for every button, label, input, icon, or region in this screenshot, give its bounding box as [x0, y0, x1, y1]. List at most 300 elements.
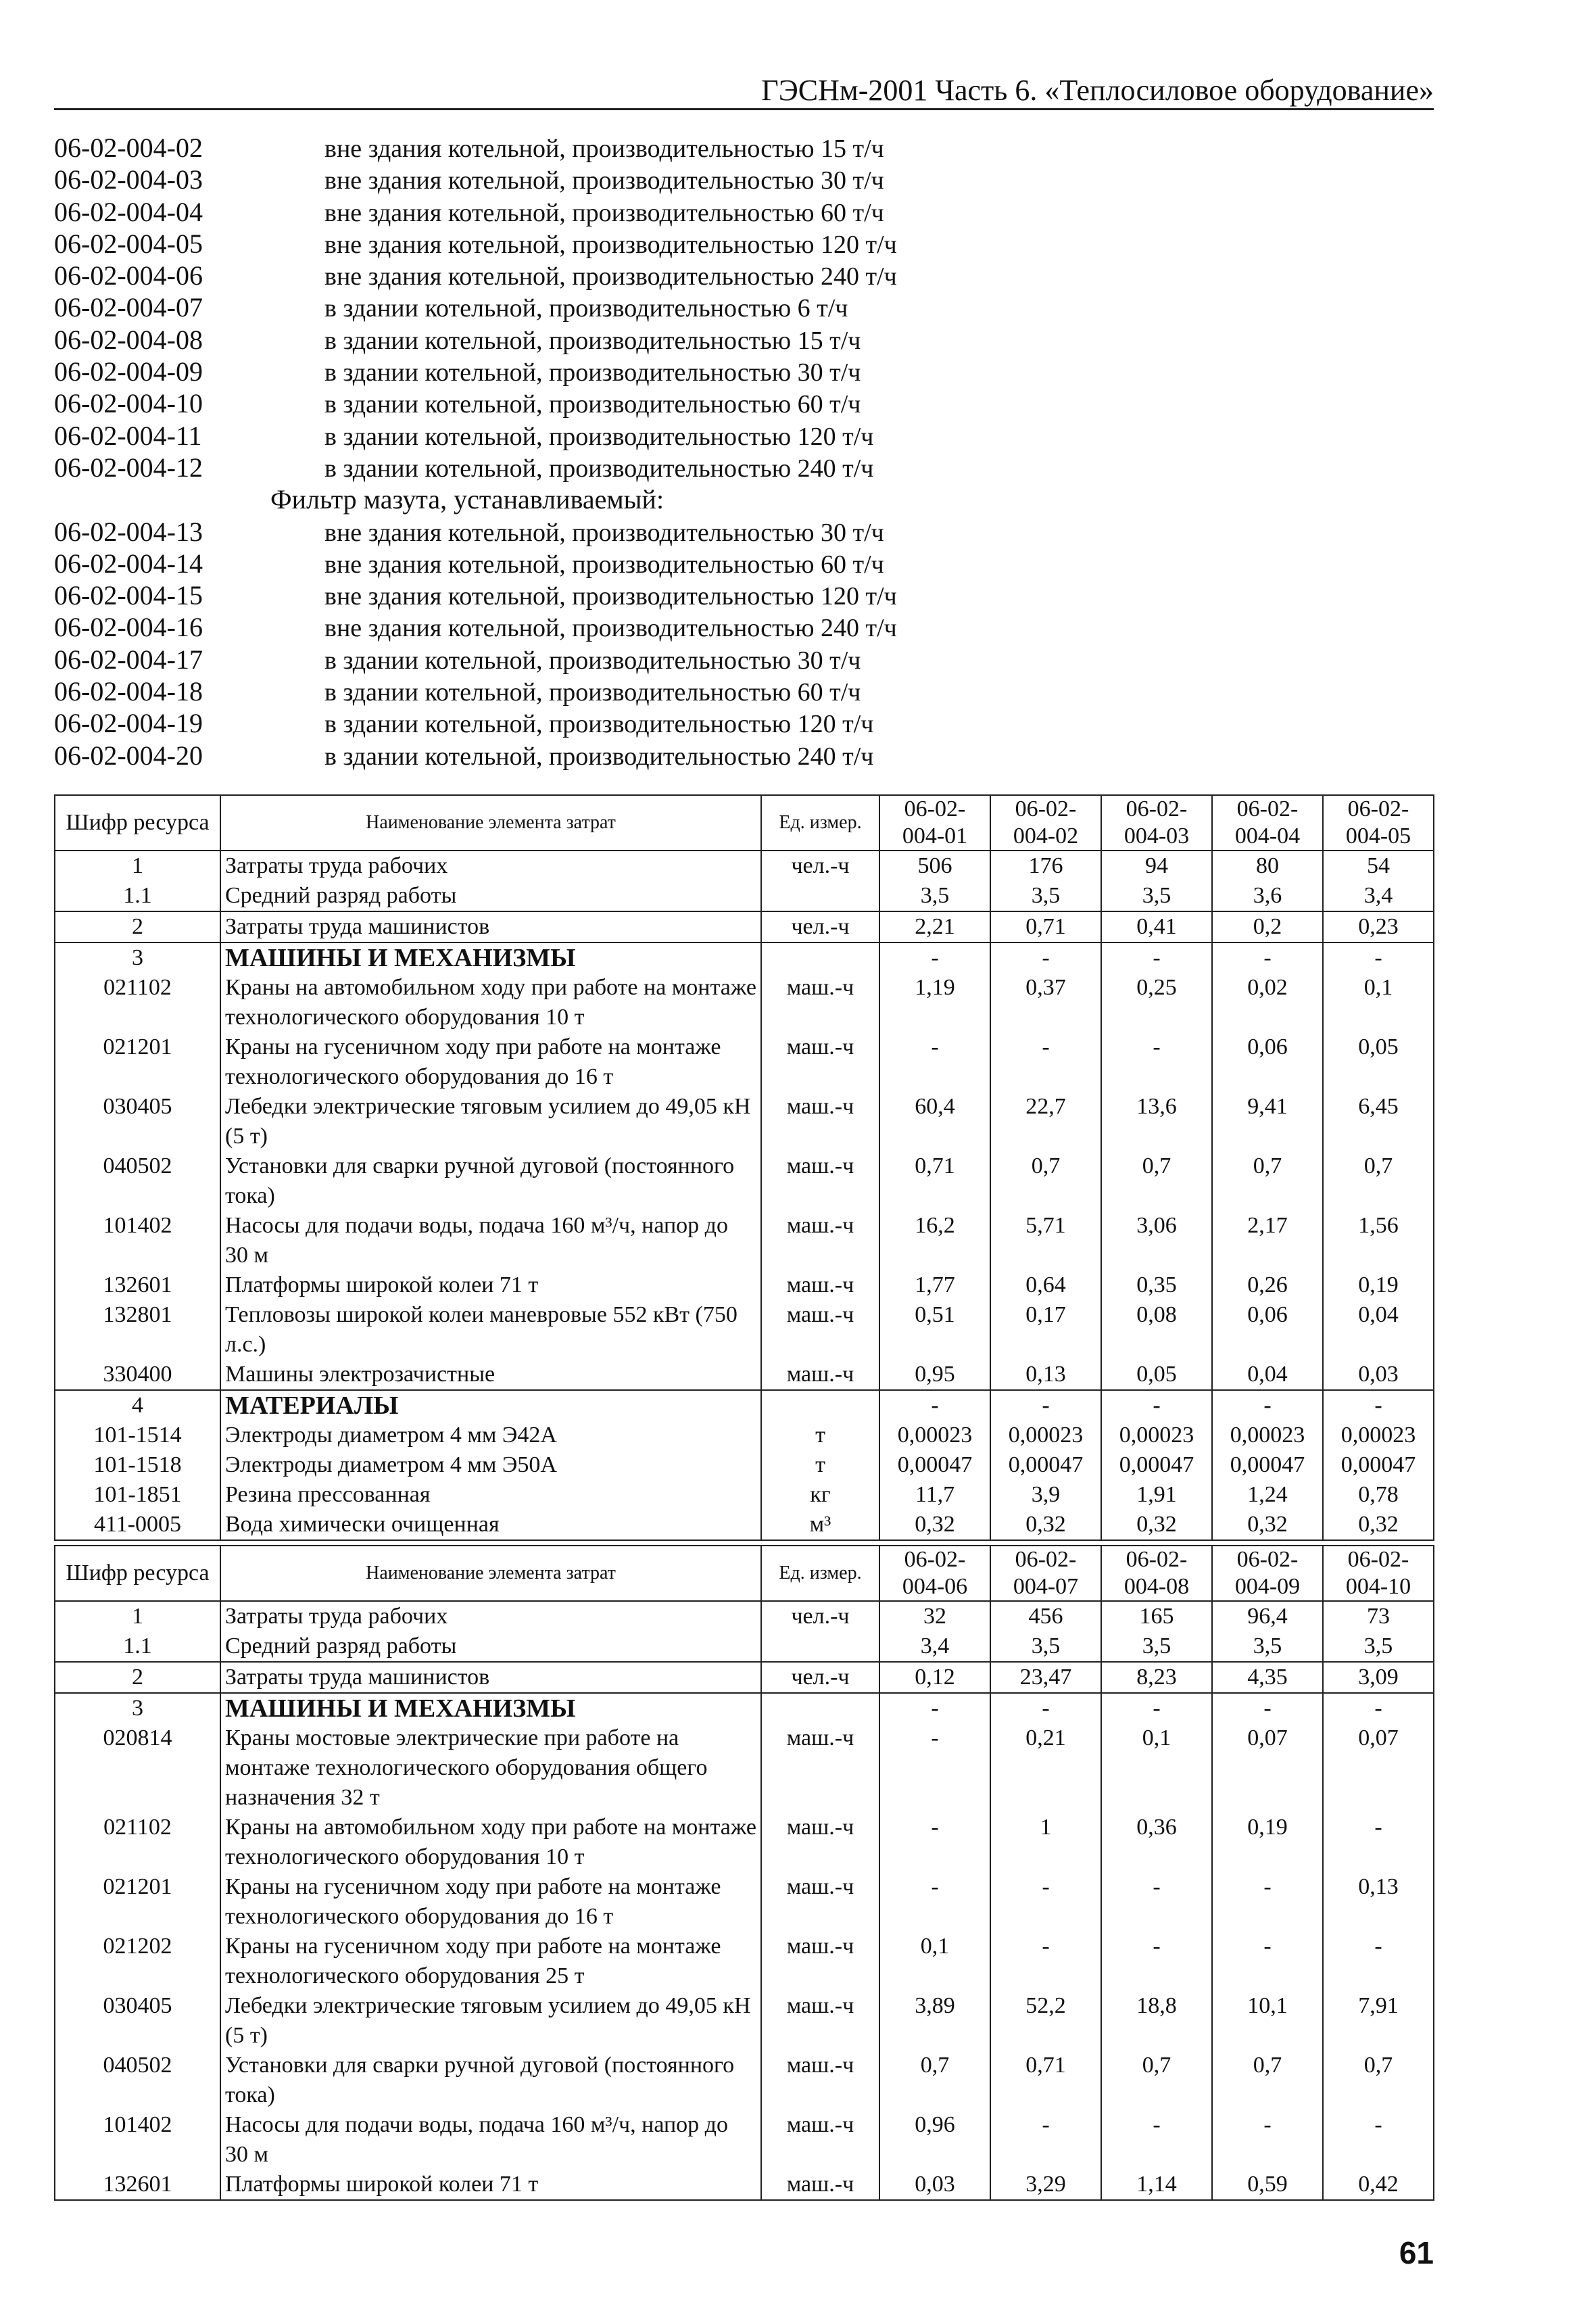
table-row [55, 1300, 1434, 1360]
resource-value: 3,06 [1101, 1211, 1212, 1270]
table-row [55, 1723, 1434, 1813]
resource-value: 11,7 [879, 1480, 990, 1510]
resource-unit [761, 1390, 879, 1421]
resource-value: 3,6 [1212, 881, 1323, 911]
resource-code: 330400 [55, 1360, 220, 1390]
item-code: 06-02-004-09 [54, 356, 203, 387]
resource-code: 101-1851 [55, 1480, 220, 1510]
resource-unit: маш.-ч [761, 1723, 879, 1813]
resource-value: - [1212, 1390, 1323, 1421]
resource-name: Платформы широкой колеи 71 т [220, 2170, 761, 2200]
resource-value: 32 [879, 1601, 990, 1631]
group-title: Фильтр мазута, устанавливаемый: [270, 484, 664, 515]
table-row [55, 1662, 1434, 1693]
header-col-2: 06-02-004-02 [990, 795, 1101, 851]
table-row [55, 1601, 1434, 1631]
resource-value: 18,8 [1101, 1991, 1212, 2051]
resource-value: 5,71 [990, 1211, 1101, 1270]
resource-name: Вода химически очищенная [220, 1510, 761, 1540]
resource-value: 3,5 [1212, 1631, 1323, 1662]
resource-value: - [990, 1032, 1101, 1092]
resource-unit: маш.-ч [761, 2110, 879, 2170]
resource-name: МАШИНЫ И МЕХАНИЗМЫ [220, 942, 761, 973]
resource-unit: маш.-ч [761, 1991, 879, 2051]
resource-value: - [1323, 1693, 1434, 1723]
resource-value: 0,32 [990, 1510, 1101, 1540]
resource-name: Насосы для подачи воды, подача 160 м³/ч, напор до 30 м [220, 2110, 761, 2170]
resource-unit [761, 942, 879, 973]
resource-value: 22,7 [990, 1092, 1101, 1151]
table-row [55, 1932, 1434, 1991]
header-col-5: 06-02-004-10 [1323, 1546, 1434, 1601]
resource-value: - [1101, 1693, 1212, 1723]
resource-value: 1,14 [1101, 2170, 1212, 2200]
resource-value: 0,13 [990, 1360, 1101, 1390]
item-description: вне здания котельной, производительностью 60 т/ч [324, 550, 884, 579]
item-code: 06-02-004-15 [54, 580, 203, 611]
resource-value: - [1323, 942, 1434, 973]
table-row [55, 1421, 1434, 1450]
resource-value: 0,71 [990, 2051, 1101, 2110]
resource-value: 3,9 [990, 1480, 1101, 1510]
resource-value: 0,64 [990, 1270, 1101, 1300]
table-row [55, 2051, 1434, 2110]
item-code: 06-02-004-08 [54, 324, 203, 355]
item-code: 06-02-004-18 [54, 676, 203, 707]
resource-value: 0,26 [1212, 1270, 1323, 1300]
resource-value: 0,78 [1323, 1480, 1434, 1510]
resource-value: 0,7 [1212, 1151, 1323, 1211]
resource-name: Краны на гусеничном ходу при работе на монтаже технологического оборудования до 16 т [220, 1872, 761, 1932]
resource-value: 0,95 [879, 1360, 990, 1390]
code-list-item [54, 291, 1406, 323]
resource-code: 040502 [55, 1151, 220, 1211]
resource-unit: маш.-ч [761, 1872, 879, 1932]
header-col-3: 06-02-004-08 [1101, 1546, 1212, 1601]
resource-code: 030405 [55, 1991, 220, 2051]
resource-name: Электроды диаметром 4 мм Э42А [220, 1421, 761, 1450]
resource-value: - [1101, 2110, 1212, 2170]
resource-unit: т [761, 1421, 879, 1450]
resource-value: - [990, 942, 1101, 973]
item-code: 06-02-004-16 [54, 612, 203, 643]
resource-value: 0,7 [990, 1151, 1101, 1211]
code-list-item [54, 260, 1406, 291]
resource-value: 73 [1323, 1601, 1434, 1631]
resource-value: 456 [990, 1601, 1101, 1631]
resource-code: 1.1 [55, 1631, 220, 1662]
item-code: 06-02-004-02 [54, 133, 203, 163]
resource-name: Тепловозы широкой колеи маневровые 552 кВт (750 л.с.) [220, 1300, 761, 1360]
resource-unit: м³ [761, 1510, 879, 1540]
resource-value: - [990, 1872, 1101, 1932]
resource-value: 3,5 [1101, 881, 1212, 911]
item-code: 06-02-004-11 [54, 420, 202, 451]
resource-value: 3,5 [990, 1631, 1101, 1662]
resource-value: 54 [1323, 851, 1434, 881]
resource-code: 021201 [55, 1032, 220, 1092]
code-list-item [54, 579, 1406, 611]
resource-value: 0,07 [1323, 1723, 1434, 1813]
resource-name: Машины электрозачистные [220, 1360, 761, 1390]
item-description: в здании котельной, производительностью 15 т/ч [324, 326, 861, 355]
header-col-2: 06-02-004-07 [990, 1546, 1101, 1601]
header-col-4: 06-02-004-09 [1212, 1546, 1323, 1601]
item-code: 06-02-004-12 [54, 452, 203, 483]
resource-value: 2,21 [879, 911, 990, 942]
resource-name: Насосы для подачи воды, подача 160 м³/ч, напор до 30 м [220, 1211, 761, 1270]
resource-value: 0,21 [990, 1723, 1101, 1813]
resource-value: 0,7 [1101, 2051, 1212, 2110]
resource-value: 52,2 [990, 1991, 1101, 2051]
resource-value: 3,09 [1323, 1662, 1434, 1693]
resource-value: 3,4 [879, 1631, 990, 1662]
resource-unit: маш.-ч [761, 1360, 879, 1390]
resource-value: 10,1 [1212, 1991, 1323, 2051]
resource-value: 0,2 [1212, 911, 1323, 942]
resource-name: Краны на автомобильном ходу при работе на монтаже технологического оборудования 10 т [220, 1813, 761, 1872]
resource-value: - [990, 2110, 1101, 2170]
resource-value: 1 [990, 1813, 1101, 1872]
resource-name: Средний разряд работы [220, 1631, 761, 1662]
item-code: 06-02-004-07 [54, 292, 203, 323]
code-list-item [54, 740, 1406, 771]
resource-value: 3,5 [879, 881, 990, 911]
resource-value: 2,17 [1212, 1211, 1323, 1270]
resource-value: 0,7 [1212, 2051, 1323, 2110]
resource-value: - [1212, 2110, 1323, 2170]
resource-value: - [1101, 1032, 1212, 1092]
resource-name: Лебедки электрические тяговым усилием до 49,05 кН (5 т) [220, 1991, 761, 2051]
resource-code: 1 [55, 851, 220, 881]
resource-code: 2 [55, 1662, 220, 1693]
resource-code: 101-1518 [55, 1450, 220, 1480]
item-code: 06-02-004-13 [54, 516, 203, 547]
header-rule [54, 108, 1434, 110]
resource-unit: маш.-ч [761, 1270, 879, 1300]
item-description: вне здания котельной, производительностью 120 т/ч [324, 582, 897, 611]
resource-value: 0,7 [1323, 2051, 1434, 2110]
resource-value: 94 [1101, 851, 1212, 881]
code-list-item [54, 644, 1406, 675]
resource-name: Затраты труда машинистов [220, 1662, 761, 1693]
resource-value: 0,05 [1323, 1032, 1434, 1092]
item-description: в здании котельной, производительностью 30 т/ч [324, 358, 861, 387]
resource-code: 1 [55, 1601, 220, 1631]
resource-value: 0,42 [1323, 2170, 1434, 2200]
resource-value: 0,1 [1101, 1723, 1212, 1813]
item-description: вне здания котельной, производительностью 240 т/ч [324, 614, 897, 643]
resource-value: 0,00023 [879, 1421, 990, 1450]
resource-unit: маш.-ч [761, 2051, 879, 2110]
item-description: вне здания котельной, производительностью 60 т/ч [324, 198, 884, 227]
resource-code: 101402 [55, 1211, 220, 1270]
resource-value: 0,00047 [1212, 1450, 1323, 1480]
table-row [55, 851, 1434, 881]
resource-value: - [1323, 1390, 1434, 1421]
table-row [55, 1872, 1434, 1932]
header-col-3: 06-02-004-03 [1101, 795, 1212, 851]
resource-name: Установки для сварки ручной дуговой (постоянного тока) [220, 1151, 761, 1211]
resource-name: МАТЕРИАЛЫ [220, 1390, 761, 1421]
header-col-1: 06-02-004-01 [879, 795, 990, 851]
resource-value: 0,32 [1212, 1510, 1323, 1540]
resource-unit [761, 1693, 879, 1723]
resource-value: 0,19 [1212, 1813, 1323, 1872]
resource-code: 021201 [55, 1872, 220, 1932]
code-list-item [54, 387, 1406, 419]
item-code: 06-02-004-14 [54, 548, 203, 579]
header-col-5: 06-02-004-05 [1323, 795, 1434, 851]
resource-value: - [879, 1693, 990, 1723]
page-number: 61 [1399, 2235, 1434, 2270]
resource-code: 1.1 [55, 881, 220, 911]
resource-value: - [1212, 1872, 1323, 1932]
resource-unit: маш.-ч [761, 973, 879, 1032]
resource-name: Краны на гусеничном ходу при работе на монтаже технологического оборудования 25 т [220, 1932, 761, 1991]
item-description: вне здания котельной, производительностью 240 т/ч [324, 262, 897, 291]
resource-value: 0,96 [879, 2110, 990, 2170]
code-list-item [54, 675, 1406, 707]
resource-value: 0,41 [1101, 911, 1212, 942]
table-row [55, 2110, 1434, 2170]
table-row [55, 1270, 1434, 1300]
item-code: 06-02-004-04 [54, 196, 203, 227]
code-list-part-1 [54, 132, 1406, 483]
resource-value: 7,91 [1323, 1991, 1434, 2051]
table-row [55, 911, 1434, 942]
header-unit: Ед. измер. [761, 1546, 879, 1601]
header-col-1: 06-02-004-06 [879, 1546, 990, 1601]
resource-value: 1,56 [1323, 1211, 1434, 1270]
code-list-item [54, 548, 1406, 579]
resource-value: 0,32 [879, 1510, 990, 1540]
resource-unit: маш.-ч [761, 1300, 879, 1360]
item-description: в здании котельной, производительностью 120 т/ч [324, 710, 874, 739]
resource-code: 2 [55, 911, 220, 942]
table-row [55, 881, 1434, 911]
item-description: в здании котельной, производительностью 6 т/ч [324, 294, 848, 323]
header-name: Наименование элемента затрат [220, 1546, 761, 1601]
resource-value: 0,13 [1323, 1872, 1434, 1932]
resource-value: 13,6 [1101, 1092, 1212, 1151]
resource-value: - [1323, 1932, 1434, 1991]
resource-value: 1,91 [1101, 1480, 1212, 1510]
item-code: 06-02-004-20 [54, 740, 203, 771]
resource-unit: чел.-ч [761, 851, 879, 881]
resource-value: 0,03 [1323, 1360, 1434, 1390]
resource-value: 0,00023 [1212, 1421, 1323, 1450]
resource-name: Резина прессованная [220, 1480, 761, 1510]
resource-unit: маш.-ч [761, 1813, 879, 1872]
resource-value: 0,1 [879, 1932, 990, 1991]
resource-value: 23,47 [990, 1662, 1101, 1693]
resource-name: Краны мостовые электрические при работе на монтаже технологического оборудования общего назначения 32 т [220, 1723, 761, 1813]
resource-unit [761, 881, 879, 911]
resource-value: 0,06 [1212, 1032, 1323, 1092]
resource-value: 0,59 [1212, 2170, 1323, 2200]
resource-name: Средний разряд работы [220, 881, 761, 911]
resource-code: 132801 [55, 1300, 220, 1360]
resource-value: - [879, 1032, 990, 1092]
resource-value: 0,00047 [990, 1450, 1101, 1480]
header-unit: Ед. измер. [761, 795, 879, 851]
resource-value: 4,35 [1212, 1662, 1323, 1693]
resource-value: 8,23 [1101, 1662, 1212, 1693]
table-row [55, 1032, 1434, 1092]
resource-value: 0,00023 [990, 1421, 1101, 1450]
code-list-item [54, 452, 1406, 483]
resource-unit: маш.-ч [761, 1032, 879, 1092]
code-list-item [54, 611, 1406, 643]
table-row [55, 973, 1434, 1032]
table-row [55, 1480, 1434, 1510]
resource-table-1 [54, 794, 1434, 1541]
resource-name: МАШИНЫ И МЕХАНИЗМЫ [220, 1693, 761, 1723]
table-row [55, 1092, 1434, 1151]
resource-unit: чел.-ч [761, 1662, 879, 1693]
resource-unit: кг [761, 1480, 879, 1510]
resource-value: - [1323, 2110, 1434, 2170]
code-list-item [54, 324, 1406, 356]
resource-value: 3,29 [990, 2170, 1101, 2200]
table-row [55, 2170, 1434, 2200]
resource-code: 021102 [55, 973, 220, 1032]
resource-name: Установки для сварки ручной дуговой (постоянного тока) [220, 2051, 761, 2110]
item-description: вне здания котельной, производительностью 120 т/ч [324, 230, 897, 259]
table-row [55, 1360, 1434, 1390]
header-code: Шифр ресурса [55, 795, 220, 851]
resource-value: 0,00047 [879, 1450, 990, 1480]
resource-value: 0,25 [1101, 973, 1212, 1032]
resource-name: Краны на автомобильном ходу при работе на монтаже технологического оборудования 10 т [220, 973, 761, 1032]
resource-value: 0,71 [990, 911, 1101, 942]
resource-value: 0,12 [879, 1662, 990, 1693]
resource-value: 9,41 [1212, 1092, 1323, 1151]
resource-unit: чел.-ч [761, 911, 879, 942]
resource-value: - [990, 1693, 1101, 1723]
resource-value: - [1101, 942, 1212, 973]
resource-code: 132601 [55, 1270, 220, 1300]
item-description: в здании котельной, производительностью 120 т/ч [324, 422, 874, 451]
resource-name: Лебедки электрические тяговым усилием до 49,05 кН (5 т) [220, 1092, 761, 1151]
resource-name: Затраты труда рабочих [220, 851, 761, 881]
resource-value: 0,32 [1323, 1510, 1434, 1540]
resource-value: 0,06 [1212, 1300, 1323, 1360]
code-list-item [54, 707, 1406, 739]
resource-code: 4 [55, 1390, 220, 1421]
table-row [55, 1693, 1434, 1723]
resource-code: 030405 [55, 1092, 220, 1151]
resource-value: 6,45 [1323, 1092, 1434, 1151]
resource-value: 3,5 [1101, 1631, 1212, 1662]
item-code: 06-02-004-03 [54, 164, 203, 195]
table-row [55, 1631, 1434, 1662]
resource-table-2 [54, 1545, 1434, 2201]
resource-value: - [990, 1390, 1101, 1421]
table-row [55, 942, 1434, 973]
resource-value: 0,51 [879, 1300, 990, 1360]
resource-value: 60,4 [879, 1092, 990, 1151]
item-code: 06-02-004-10 [54, 388, 203, 419]
header-name: Наименование элемента затрат [220, 795, 761, 851]
item-description: в здании котельной, производительностью 60 т/ч [324, 390, 861, 419]
resource-value: 0,02 [1212, 973, 1323, 1032]
resource-unit [761, 1631, 879, 1662]
resource-value: 0,23 [1323, 911, 1434, 942]
resource-value: 0,7 [879, 2051, 990, 2110]
resource-value: 0,36 [1101, 1813, 1212, 1872]
resource-value: 0,32 [1101, 1510, 1212, 1540]
resource-value: 1,24 [1212, 1480, 1323, 1510]
resource-value: 1,77 [879, 1270, 990, 1300]
resource-value: 0,00047 [1323, 1450, 1434, 1480]
resource-value: 0,00047 [1101, 1450, 1212, 1480]
resource-code: 101-1514 [55, 1421, 220, 1450]
item-description: в здании котельной, производительностью 30 т/ч [324, 646, 861, 675]
resource-value: - [1101, 1872, 1212, 1932]
resource-name: Затраты труда рабочих [220, 1601, 761, 1631]
resource-value: - [990, 1932, 1101, 1991]
item-code: 06-02-004-19 [54, 708, 203, 739]
resource-value: 0,00023 [1101, 1421, 1212, 1450]
resource-unit: т [761, 1450, 879, 1480]
code-list-item [54, 164, 1406, 195]
resource-value: 3,4 [1323, 881, 1434, 911]
code-list-item [54, 196, 1406, 228]
resource-code: 3 [55, 1693, 220, 1723]
item-description: вне здания котельной, производительностью 15 т/ч [324, 135, 884, 163]
resource-code: 132601 [55, 2170, 220, 2200]
resource-value: 80 [1212, 851, 1323, 881]
item-description: вне здания котельной, производительностью 30 т/ч [324, 518, 884, 547]
resource-value: 96,4 [1212, 1601, 1323, 1631]
resource-value: 0,1 [1323, 973, 1434, 1032]
item-description: в здании котельной, производительностью 60 т/ч [324, 678, 861, 707]
item-description: в здании котельной, производительностью 240 т/ч [324, 454, 874, 483]
resource-unit: маш.-ч [761, 1092, 879, 1151]
resource-value: - [1323, 1813, 1434, 1872]
resource-value: 0,08 [1101, 1300, 1212, 1360]
code-list-item [54, 228, 1406, 260]
resource-value: 0,71 [879, 1151, 990, 1211]
resource-unit: чел.-ч [761, 1601, 879, 1631]
resource-value: 3,89 [879, 1991, 990, 2051]
resource-name: Затраты труда машинистов [220, 911, 761, 942]
resource-code: 020814 [55, 1723, 220, 1813]
code-list-item [54, 420, 1406, 452]
resource-value: 0,37 [990, 973, 1101, 1032]
code-list-item [54, 356, 1406, 387]
table-row [55, 1991, 1434, 2051]
resource-code: 040502 [55, 2051, 220, 2110]
item-description: в здании котельной, производительностью 240 т/ч [324, 742, 874, 771]
header-code: Шифр ресурса [55, 1546, 220, 1601]
resource-unit: маш.-ч [761, 1211, 879, 1270]
resource-value: 0,07 [1212, 1723, 1323, 1813]
resource-value: 0,00023 [1323, 1421, 1434, 1450]
resource-value: 16,2 [879, 1211, 990, 1270]
table-row [55, 1390, 1434, 1421]
item-code: 06-02-004-05 [54, 228, 203, 259]
resource-value: - [879, 942, 990, 973]
resource-name: Краны на гусеничном ходу при работе на монтаже технологического оборудования до 16 т [220, 1032, 761, 1092]
code-list-part-2 [54, 516, 1406, 771]
code-list [54, 132, 1406, 771]
item-code: 06-02-004-17 [54, 644, 203, 675]
resource-name: Электроды диаметром 4 мм Э50А [220, 1450, 761, 1480]
code-list-item [54, 132, 1406, 164]
